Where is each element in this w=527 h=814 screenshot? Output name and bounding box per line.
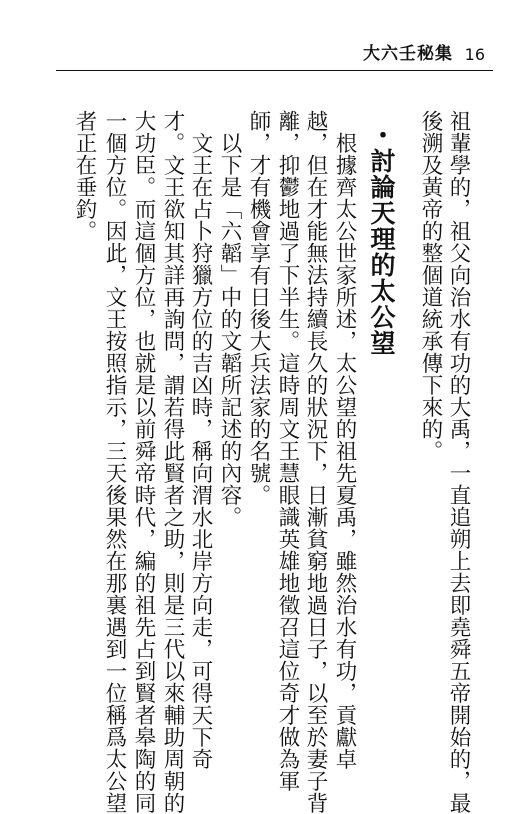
text-column: 師，才有機會享有日後大兵法家的名號。 [246, 110, 271, 506]
page-header [0, 0, 527, 70]
page-number: 16 [464, 45, 485, 64]
header-divider [56, 70, 493, 71]
text-column: 文王在占卜狩獵方位的吉凶時，稱向渭水北岸方向走，可得天下奇 [188, 110, 213, 770]
section-heading: ・討論天理的太公望 [367, 122, 396, 356]
text-column: 越，但在才能無法持續長久的狀況下，日漸貧窮地過日子，以至於妻子背 [303, 110, 328, 814]
book-title: 大六壬秘集 [363, 44, 453, 64]
text-column: 大功臣。而這個方位，也就是以前舜帝時代，編的祖先占到賢者皋陶的同 [131, 110, 156, 814]
text-column: 以下是「六韜」中的文韜所記述的內容。 [217, 110, 242, 528]
text-column: 後溯及黃帝的整個道統承傳下來的。 [418, 110, 443, 462]
text-column: 者正在垂釣。 [72, 110, 97, 242]
text-column: 根據齊太公世家所述，太公望的祖先夏禹，雖然治水有功，貢獻卓 [332, 110, 357, 770]
text-column: 一個方位。因此，文王按照指示，三天後果然在那裏遇到一位稱爲太公望 [102, 110, 127, 814]
text-column: 才。文王欲知其詳再詢問，謂若得此賢者之助，則是三代以來輔助周朝的 [160, 110, 185, 814]
text-column: 祖輩學的，祖父向治水有功的大禹，一直追朔上去即堯舜五帝開始的，最 [446, 110, 471, 814]
text-column: 離，抑鬱地過了下半生。這時周文王慧眼識英雄地徵召這位奇才做為軍 [275, 110, 300, 792]
